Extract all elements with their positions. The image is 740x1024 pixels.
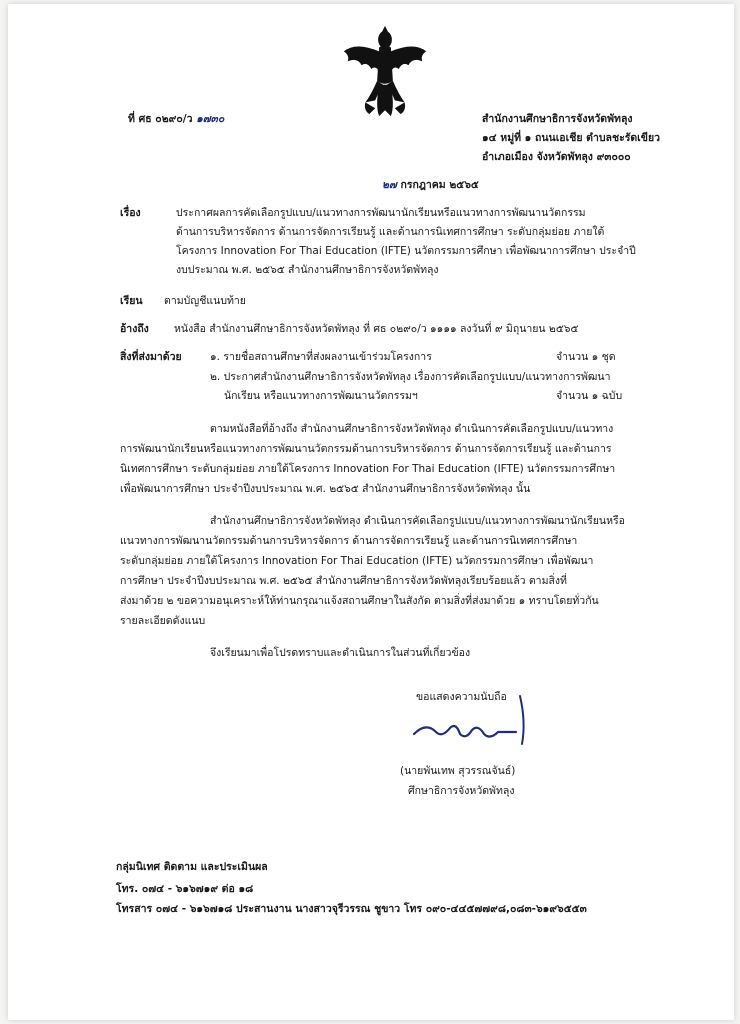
- enclosure-item-1-quantity: จำนวน ๑ ชุด: [556, 351, 616, 363]
- subject-label: เรื่อง: [120, 207, 141, 219]
- footer-phone: โทร. ๐๗๔ - ๖๑๖๗๑๙ ต่อ ๑๘: [116, 883, 254, 895]
- salutation-text: ตามบัญชีแนบท้าย: [164, 295, 246, 307]
- signatory-name: (นายพันเทพ สุวรรณจันธ์): [400, 765, 516, 777]
- closing-paragraph: จึงเรียนมาเพื่อโปรดทราบและดำเนินการในส่วนที่เกี่ยวข้อง: [210, 647, 471, 659]
- reference-label: อ้างถึง: [120, 323, 149, 335]
- paragraph-2-line-5: ส่งมาด้วย ๒ ขอความอนุเคราะห์ให้ท่านกรุณาแจ้งสถานศึกษาในสังกัด ตามสิ่งที่ส่งมาด้วย ๑ ทราบโดยทั่วกัน: [120, 595, 599, 607]
- reference-number-line: [128, 112, 224, 127]
- letter-page: [8, 4, 734, 1020]
- letter-date: [382, 178, 479, 193]
- paragraph-1-line-1: ตามหนังสือที่อ้างถึง สำนักงานศึกษาธิการจังหวัดพัทลุง ดำเนินการคัดเลือกรูปแบบ/แนวทาง: [210, 423, 614, 435]
- footer-unit: กลุ่มนิเทศ ติดตาม และประเมินผล: [116, 861, 268, 873]
- subject-line-3: โครงการ Innovation For Thai Education (IFTE) นวัตกรรมการศึกษา เพื่อพัฒนาการศึกษา ประจำปี: [176, 245, 636, 257]
- paragraph-2-line-2: แนวทางการพัฒนานวัตกรรมด้านการบริหารจัดการ ด้านการจัดการเรียนรู้ และด้านการนิเทศการศึกษา: [120, 535, 578, 547]
- paragraph-2-line-1: สำนักงานศึกษาธิการจังหวัดพัทลุง ดำเนินการคัดเลือกรูปแบบ/แนวทางการพัฒนานักเรียนหรือ: [210, 515, 625, 527]
- paragraph-2-line-6: รายละเอียดดังแนบ: [120, 615, 206, 627]
- subject-line-4: งบประมาณ พ.ศ. ๒๕๖๕ สำนักงานศึกษาธิการจังหวัดพัทลุง: [176, 264, 439, 276]
- subject-line-1: ประกาศผลการคัดเลือกรูปแบบ/แนวทางการพัฒนานักเรียนหรือแนวทางการพัฒนานวัตกรรม: [176, 207, 586, 219]
- garuda-emblem-icon: [336, 22, 434, 120]
- office-address-line-2: ๑๔ หมู่ที่ ๑ ถนนเอเชีย ตำบลชะรัดเขียว: [482, 132, 660, 144]
- paragraph-1-line-2: การพัฒนานักเรียนหรือแนวทางการพัฒนานวัตกรรมด้านการบริหารจัดการ ด้านการจัดการเรียนรู้ และด้านการ: [120, 443, 612, 455]
- paragraph-1-line-4: เพื่อพัฒนาการศึกษา ประจำปีงบประมาณ พ.ศ. ๒๕๖๕ สำนักงานศึกษาธิการจังหวัดพัทลุง นั้น: [120, 483, 531, 495]
- footer-fax-contact: โทรสาร ๐๗๔ - ๖๑๖๗๑๘ ประสานงาน นางสาวจุรีวรรณ ชูขาว โทร ๐๙๐-๔๔๕๗๗๙๘,๐๘๓-๖๑๙๖๕๕๓: [116, 903, 587, 915]
- reference-number-handwritten: ๑๗๓๐: [196, 113, 225, 125]
- office-address-line-3: อำเภอเมือง จังหวัดพัทลุง ๙๓๐๐๐: [482, 151, 631, 163]
- reference-text: หนังสือ สำนักงานศึกษาธิการจังหวัดพัทลุง ที่ ศธ ๐๒๙๐/ว ๑๑๑๑ ลงวันที่ ๙ มิถุนายน ๒๕๖๕: [174, 323, 579, 335]
- date-month-year: กรกฎาคม ๒๕๖๕: [400, 179, 479, 191]
- enclosure-item-2-line-2: นักเรียน หรือแนวทางการพัฒนานวัตกรรมฯ: [224, 390, 418, 402]
- regards-text: ขอแสดงความนับถือ: [416, 691, 507, 703]
- office-address-line-1: สำนักงานศึกษาธิการจังหวัดพัทลุง: [482, 113, 633, 125]
- salutation-label: เรียน: [120, 295, 143, 307]
- enclosure-item-2-quantity: จำนวน ๑ ฉบับ: [556, 390, 623, 402]
- paragraph-2-line-3: ระดับกลุ่มย่อย ภายใต้โครงการ Innovation For Thai Education (IFTE) นวัตกรรมการศึกษา เพื่อพัฒนา: [120, 555, 594, 567]
- enclosure-item-1: ๑. รายชื่อสถานศึกษาที่ส่งผลงานเข้าร่วมโครงการ: [210, 351, 432, 363]
- paragraph-2-line-4: การศึกษา ประจำปีงบประมาณ พ.ศ. ๒๕๖๕ สำนักงานศึกษาธิการจังหวัดพัทลุงเรียบร้อยแล้ว ตามสิ่งที่: [120, 575, 567, 587]
- paragraph-1-line-3: นิเทศการศึกษา ระดับกลุ่มย่อย ภายใต้โครงการ Innovation For Thai Education (IFTE) นวัตกรรมการศึกษา: [120, 463, 616, 475]
- handwritten-signature: [406, 694, 546, 764]
- date-day-handwritten: ๒๗: [382, 179, 397, 191]
- reference-prefix: ที่ ศธ ๐๒๙๐/ว: [128, 113, 193, 125]
- subject-line-2: ด้านการบริหารจัดการ ด้านการจัดการเรียนรู้ และด้านการนิเทศการศึกษา ระดับกลุ่มย่อย ภายใต้: [176, 226, 605, 238]
- enclosure-item-2-line-1: ๒. ประกาศสำนักงานศึกษาธิการจังหวัดพัทลุง เรื่องการคัดเลือกรูปแบบ/แนวทางการพัฒนา: [210, 371, 611, 383]
- signatory-position: ศึกษาธิการจังหวัดพัทลุง: [408, 785, 515, 797]
- enclosures-label: สิ่งที่ส่งมาด้วย: [120, 351, 182, 363]
